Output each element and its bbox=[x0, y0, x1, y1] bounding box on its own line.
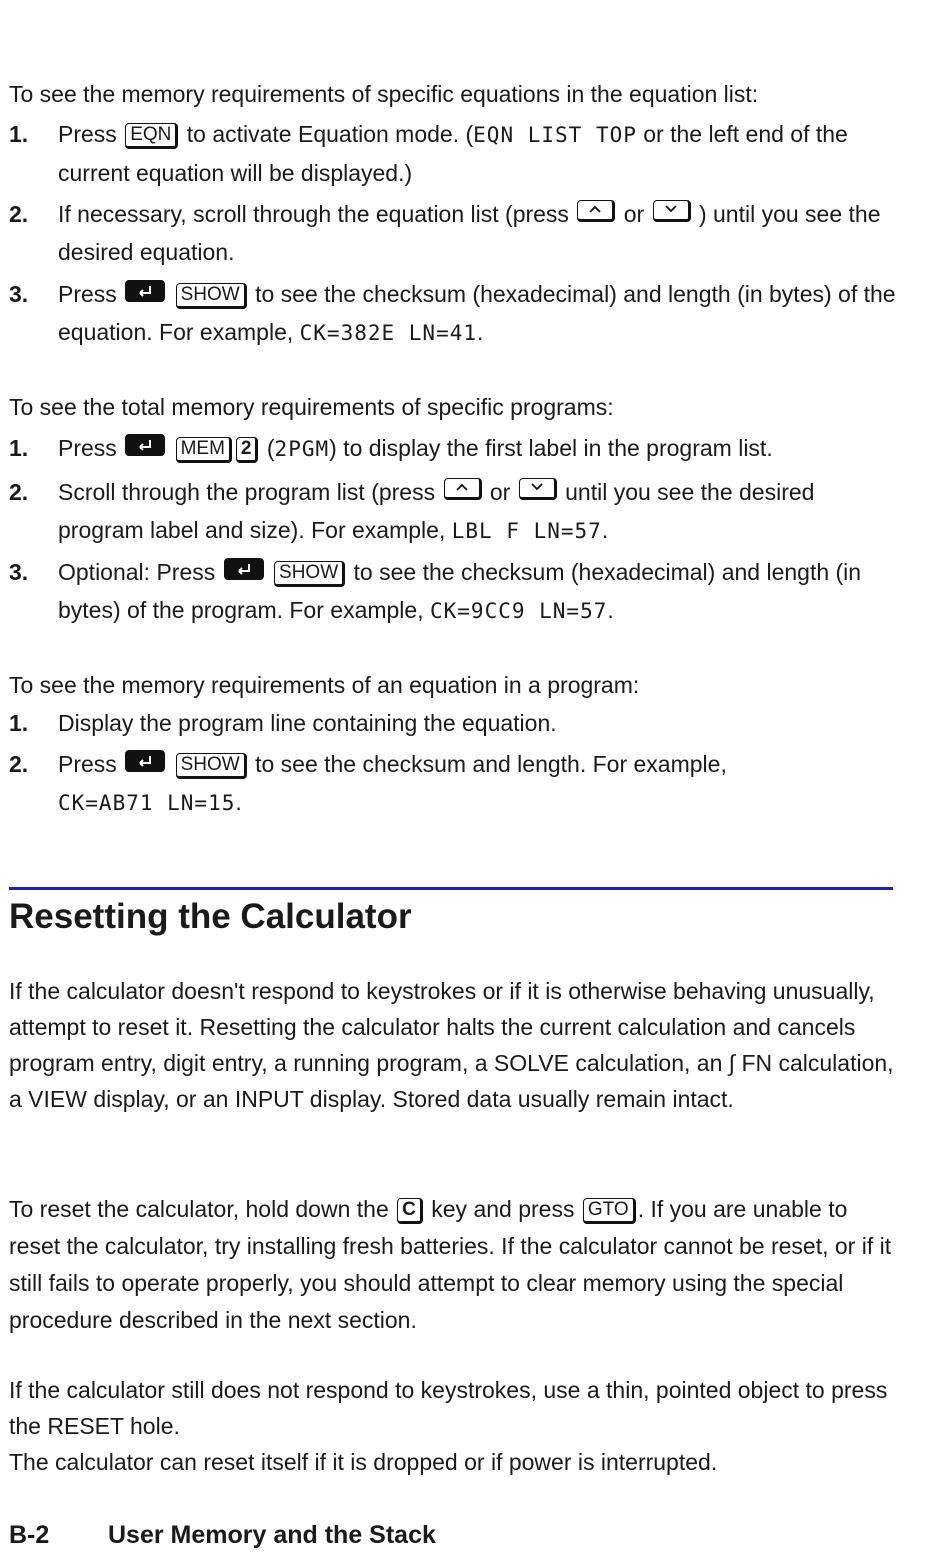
step-text: Press bbox=[58, 121, 117, 147]
left-shift-key-icon bbox=[125, 434, 165, 456]
paragraph-text: key and press bbox=[431, 1196, 575, 1222]
eqn-key: EQN bbox=[125, 123, 178, 149]
c-key: C bbox=[397, 1198, 423, 1224]
digit-2-key: 2 bbox=[236, 437, 259, 463]
step-number: 2. bbox=[9, 479, 29, 505]
intro-equation-in-program: To see the memory requirements of an equation in a program: bbox=[9, 672, 640, 698]
page-footer bbox=[9, 1515, 436, 1555]
lcd-text: EQN LIST TOP bbox=[473, 123, 637, 147]
lcd-text: LBL F LN=57 bbox=[451, 519, 602, 543]
intro-programs: To see the total memory requirements of specific programs: bbox=[9, 394, 614, 420]
step-text: or bbox=[623, 201, 645, 227]
gto-key: GTO bbox=[583, 1198, 636, 1224]
step-number: 1. bbox=[9, 710, 29, 736]
lcd-text: CK=AB71 LN=15 bbox=[58, 791, 236, 815]
intro-equations: To see the memory requirements of specific equations in the equation list: bbox=[9, 81, 759, 107]
section-divider bbox=[9, 887, 893, 890]
step-text: or the left end of the current equation will be displayed.) bbox=[58, 121, 848, 186]
paragraph-text: . If you are unable to reset the calculator, try installing fresh batteries. If the calculator cannot be reset, or if it still fails to operate properly, you should attempt to clear memory using the special procedure described in the next section. bbox=[9, 1196, 892, 1333]
step-text: If necessary, scroll through the equation list (press bbox=[58, 201, 569, 227]
mem-key: MEM bbox=[176, 437, 232, 463]
step-text: . bbox=[607, 597, 614, 623]
show-key: SHOW bbox=[176, 753, 247, 779]
step-text: to see the checksum (hexadecimal) and length (in bytes) of the program. For example, bbox=[58, 559, 862, 623]
step-text: to see the checksum and length. For example, bbox=[255, 751, 727, 777]
step-number: 2. bbox=[9, 201, 29, 227]
show-key: SHOW bbox=[176, 283, 247, 309]
step-number: 1. bbox=[9, 121, 29, 147]
step-text: Display the program line containing the equation. bbox=[58, 710, 557, 736]
reset-paragraph-4: The calculator can reset itself if it is dropped or if power is interrupted. bbox=[9, 1449, 718, 1475]
reset-paragraph-2 bbox=[9, 1191, 899, 1339]
left-shift-key-icon bbox=[125, 750, 165, 772]
step-text: ) to display the first label in the program list. bbox=[329, 435, 773, 461]
lcd-text: CK=9CC9 LN=57 bbox=[430, 599, 608, 623]
left-shift-key-icon bbox=[224, 558, 264, 580]
up-arrow-key-icon bbox=[577, 200, 615, 222]
step-text: to activate Equation mode. ( bbox=[186, 121, 474, 147]
step-text: Press bbox=[58, 281, 117, 307]
section-heading: Resetting the Calculator bbox=[9, 897, 412, 936]
show-key: SHOW bbox=[274, 561, 345, 587]
down-arrow-key-icon bbox=[519, 478, 557, 500]
chapter-title: User Memory and the Stack bbox=[108, 1521, 436, 1549]
up-arrow-key-icon bbox=[444, 478, 482, 500]
page-number: B-2 bbox=[9, 1521, 50, 1549]
step-text: Press bbox=[58, 751, 117, 777]
step-text: . bbox=[477, 319, 484, 345]
lcd-text: CK=382E LN=41 bbox=[299, 321, 478, 345]
step-text: or bbox=[489, 479, 511, 505]
left-shift-key-icon bbox=[125, 280, 165, 302]
step-text: Scroll through the program list (press bbox=[58, 479, 436, 505]
step-number: 3. bbox=[9, 281, 29, 307]
step-text: ( bbox=[266, 435, 275, 461]
step-text: until you see the desired program label and size). For example, bbox=[58, 479, 815, 543]
down-arrow-key-icon bbox=[653, 200, 691, 222]
paragraph-text: To reset the calculator, hold down the bbox=[9, 1196, 389, 1222]
lcd-text: 2PGM bbox=[274, 437, 330, 461]
step-text: Optional: Press bbox=[58, 559, 216, 585]
reset-paragraph-3: If the calculator still does not respond to keystrokes, use a thin, pointed object to press the RESET hole. bbox=[9, 1377, 888, 1439]
step-text: Press bbox=[58, 435, 117, 461]
reset-paragraph-1: If the calculator doesn't respond to keystrokes or if it is otherwise behaving unusually, attempt to reset it. Resetting the calculator halts the current calculation and cancels program entry, digit entry, a running program, a SOLVE calculation, an ∫ FN calculation, a VIEW display, or an INPUT display. Stored data usually remain intact. bbox=[9, 978, 894, 1112]
step-text: . bbox=[235, 789, 242, 815]
step-number: 1. bbox=[9, 435, 29, 461]
step-text: . bbox=[601, 517, 609, 543]
step-number: 2. bbox=[9, 751, 29, 777]
step-text: to see the checksum (hexadecimal) and length (in bytes) of the equation. For example, bbox=[58, 281, 896, 345]
step-text: ) until you see the desired equation. bbox=[58, 201, 881, 265]
step-number: 3. bbox=[9, 559, 29, 585]
